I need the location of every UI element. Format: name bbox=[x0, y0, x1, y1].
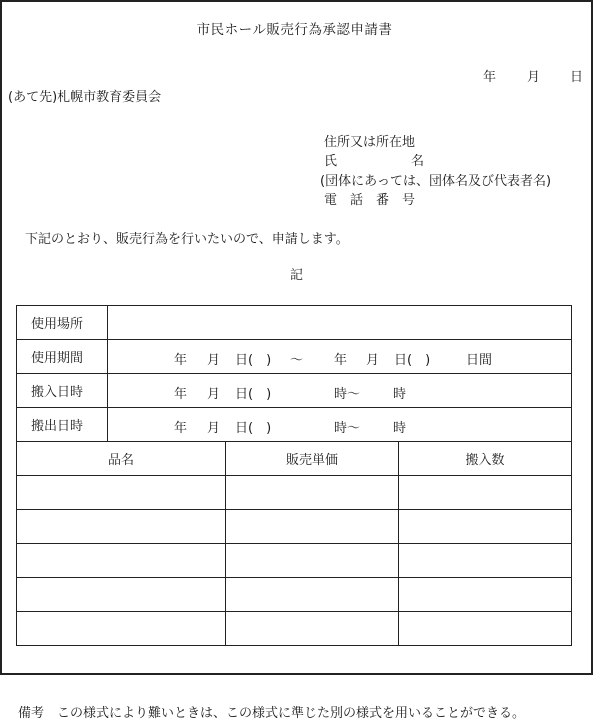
item-name-cell[interactable] bbox=[17, 612, 226, 646]
period-end-year: 年 bbox=[334, 353, 348, 368]
row-place bbox=[17, 306, 572, 340]
item-row bbox=[17, 578, 572, 612]
period-start-year: 年 bbox=[174, 353, 188, 368]
application-table bbox=[16, 305, 572, 646]
quantity-cell[interactable] bbox=[399, 510, 572, 544]
carry-out-year: 年 bbox=[174, 421, 188, 436]
period-end-day: 日( ) bbox=[394, 353, 431, 368]
carry-in-label: 搬入日時 bbox=[17, 374, 108, 408]
carry-out-day: 日( ) bbox=[235, 421, 272, 436]
applicant-address-label: 住所又は所在地 bbox=[324, 135, 416, 150]
quantity-cell[interactable] bbox=[399, 544, 572, 578]
period-label: 使用期間 bbox=[17, 340, 108, 374]
period-start-day: 日( ) bbox=[235, 353, 272, 368]
quantity-cell[interactable] bbox=[399, 612, 572, 646]
item-row bbox=[17, 476, 572, 510]
item-name-cell[interactable] bbox=[17, 578, 226, 612]
applicant-name-label-1: 氏 bbox=[324, 154, 338, 169]
date-month-label: 月 bbox=[527, 70, 541, 85]
carry-out-to: 時 bbox=[393, 421, 407, 436]
ki-heading: 記 bbox=[290, 268, 304, 283]
carry-out-field[interactable] bbox=[108, 408, 572, 442]
carry-out-from: 時〜 bbox=[334, 421, 361, 436]
application-statement: 下記のとおり、販売行為を行いたいので、申請します。 bbox=[25, 232, 349, 247]
carry-in-day: 日( ) bbox=[235, 387, 272, 402]
item-row bbox=[17, 544, 572, 578]
carry-in-quantity-header: 搬入数 bbox=[399, 442, 572, 476]
row-carry-in bbox=[17, 374, 572, 408]
remarks-note: 備考 この様式により難いときは、この様式に準じた別の様式を用いることができる。 bbox=[18, 706, 526, 721]
carry-in-month: 月 bbox=[207, 387, 221, 402]
row-carry-out bbox=[17, 408, 572, 442]
items-header-row bbox=[17, 442, 572, 476]
applicant-phone-label: 電 話 番 号 bbox=[324, 193, 416, 208]
applicant-group-note: (団体にあっては、団体名及び代表者名) bbox=[320, 174, 552, 189]
carry-out-month: 月 bbox=[207, 421, 221, 436]
carry-in-field[interactable] bbox=[108, 374, 572, 408]
carry-in-to: 時 bbox=[393, 387, 407, 402]
quantity-cell[interactable] bbox=[399, 578, 572, 612]
period-field[interactable] bbox=[108, 340, 572, 374]
unit-price-cell[interactable] bbox=[226, 510, 399, 544]
unit-price-header: 販売単価 bbox=[226, 442, 399, 476]
addressee: (あて先)札幌市教育委員会 bbox=[8, 90, 162, 105]
unit-price-cell[interactable] bbox=[226, 476, 399, 510]
item-name-header: 品名 bbox=[17, 442, 226, 476]
item-name-cell[interactable] bbox=[17, 544, 226, 578]
carry-out-label: 搬出日時 bbox=[17, 408, 108, 442]
period-tilde: 〜 bbox=[290, 353, 304, 368]
period-end-month: 月 bbox=[366, 353, 380, 368]
date-day-label: 日 bbox=[570, 70, 584, 85]
applicant-name-label-2: 名 bbox=[411, 154, 425, 169]
unit-price-cell[interactable] bbox=[226, 544, 399, 578]
unit-price-cell[interactable] bbox=[226, 612, 399, 646]
date-year-label: 年 bbox=[483, 70, 497, 85]
item-row bbox=[17, 510, 572, 544]
form-title: 市民ホール販売行為承認申請書 bbox=[196, 22, 393, 38]
item-name-cell[interactable] bbox=[17, 476, 226, 510]
row-period bbox=[17, 340, 572, 374]
place-field[interactable] bbox=[108, 306, 572, 340]
carry-in-from: 時〜 bbox=[334, 387, 361, 402]
quantity-cell[interactable] bbox=[399, 476, 572, 510]
place-label: 使用場所 bbox=[17, 306, 108, 340]
item-row bbox=[17, 612, 572, 646]
period-days: 日間 bbox=[466, 353, 493, 368]
unit-price-cell[interactable] bbox=[226, 578, 399, 612]
item-name-cell[interactable] bbox=[17, 510, 226, 544]
period-start-month: 月 bbox=[207, 353, 221, 368]
carry-in-year: 年 bbox=[174, 387, 188, 402]
